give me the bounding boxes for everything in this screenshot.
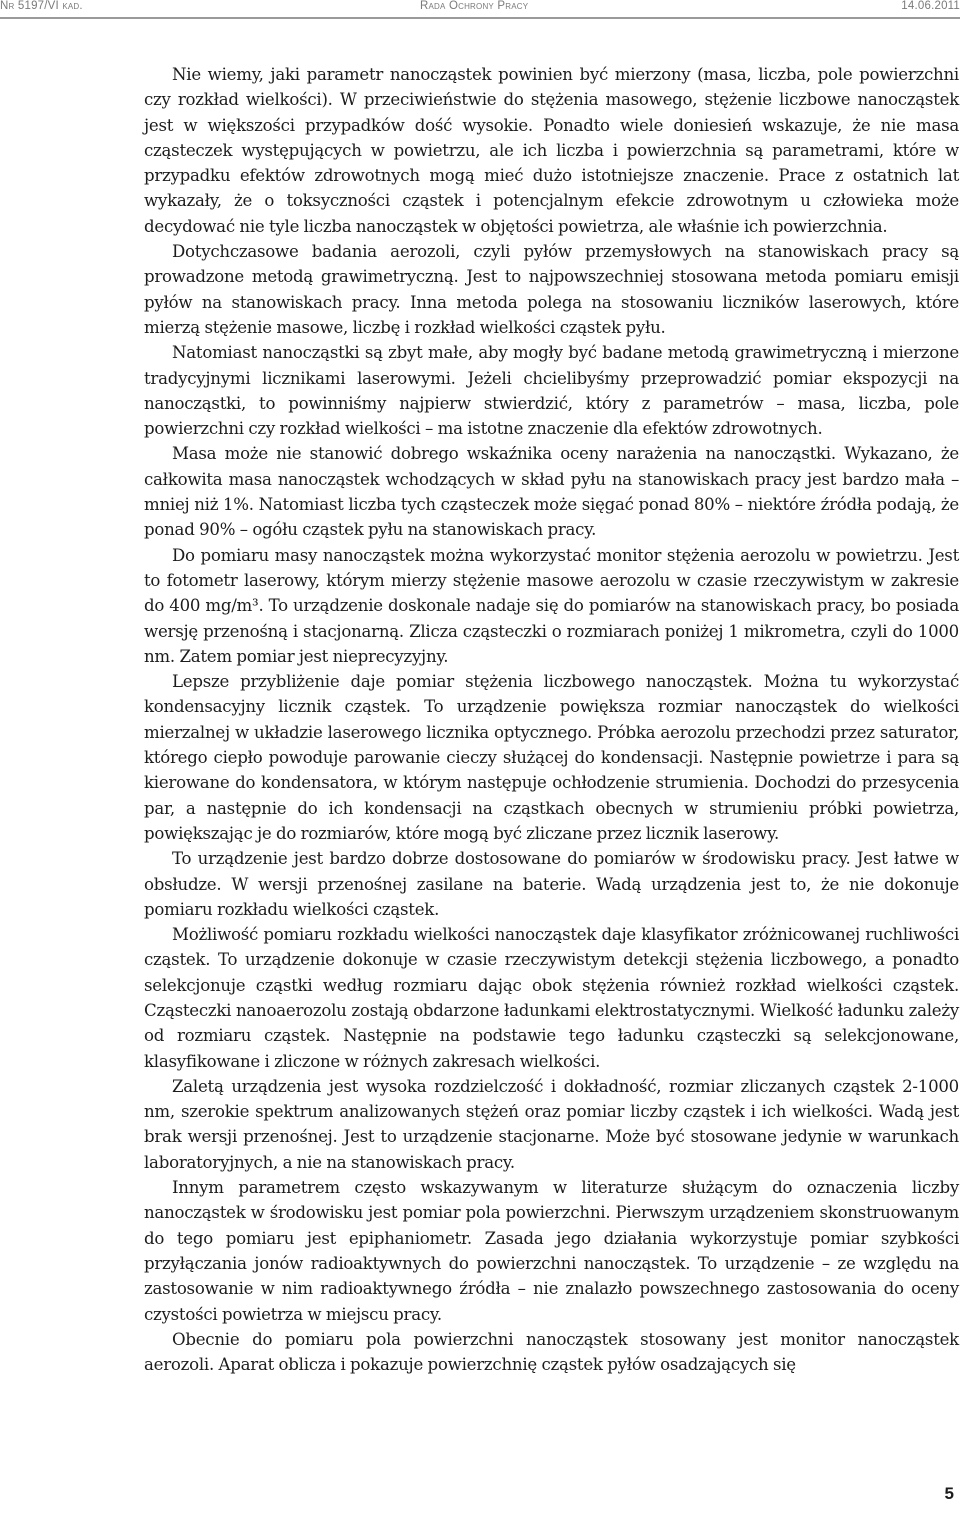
header-divider	[0, 17, 960, 19]
paragraph: Masa może nie stanowić dobrego wskaźnika oceny narażenia na nanocząstki. Wykazano, że całkowita masa nanocząstek wchodzących w skład pyłu na stanowiskach pracy jest bardzo mała – mniej niż 1%. Natomiast liczba tych cząsteczek może sięgać ponad 80% – niektóre źródła podają, że ponad 90% – ogółu cząstek pyłu na stanowiskach pracy.	[144, 444, 959, 540]
issue-date: 14.06.2011	[901, 0, 960, 12]
paragraph: To urządzenie jest bardzo dobrze dostosowane do pomiarów w środowisku pracy. Jest łatwe w obsłudze. W wersji przenośnej zasilane na baterie. Wadą urządzenia jest to, że nie dokonuje pomiaru rozkładu wielkości cząstek.	[144, 849, 959, 919]
paragraph: Obecnie do pomiaru pola powierzchni nanocząstek stosowany jest monitor nanocząstek aerozoli. Aparat oblicza i pokazuje powierzchnię cząstek pyłów osadzających się	[144, 1329, 959, 1375]
article-body	[144, 62, 959, 1377]
paragraph: Lepsze przybliżenie daje pomiar stężenia liczbowego nanocząstek. Można tu wykorzystać kondensacyjny licznik cząstek. To urządzenie powiększa rozmiar nanocząstek do wielkości mierzalnej w układzie laserowego licznika optycznego. Próbka aerozolu przechodzi przez saturator, którego ciepło powoduje parowanie cieczy służącej do kondensacji. Następnie powietrze i para są kierowane do kondensatora, w którym następuje ochłodzenie strumienia. Dochodzi do przesycenia par, a następnie do ich kondensacji na cząstkach obecnych w strumieniu próbki powietrza, powiększając je do rozmiarów, które mogą być zliczane przez licznik laserowy.	[144, 672, 959, 843]
paragraph: Natomiast nanocząstki są zbyt małe, aby mogły być badane metodą grawimetryczną i mierzone tradycyjnymi licznikami laserowymi. Jeżeli chcielibyśmy przeprowadzić pomiar ekspozycji na nanocząstki, to powinniśmy najpierw stwierdzić, który z parametrów – masa, liczba, pole powierzchni czy rozkład wielkości – ma istotne znaczenie dla efektów zdrowotnych.	[144, 343, 959, 439]
paragraph: Zaletą urządzenia jest wysoka rozdzielczość i dokładność, rozmiar zliczanych cząstek 2-1000 nm, szerokie spektrum analizowanych stężeń oraz pomiar liczby cząstek i ich wielkości. Wadą jest brak wersji przenośnej. Jest to urządzenie stacjonarne. Może być stosowane jedynie w warunkach laboratoryjnych, a nie na stanowiskach pracy.	[144, 1076, 959, 1172]
paragraph: Dotychczasowe badania aerozoli, czyli pyłów przemysłowych na stanowiskach pracy są prowadzone metodą grawimetryczną. Jest to najpowszechniej stosowana metoda pomiaru emisji pyłów na stanowiskach pracy. Inna metoda polega na stosowaniu liczników laserowych, które mierzą stężenie masowe, liczbę i rozkład wielkości cząstek pyłu.	[144, 242, 959, 337]
page-number: 5	[944, 1484, 954, 1503]
publication-name: Rada Ochrony Pracy	[420, 0, 529, 12]
paragraph: Innym parametrem często wskazywanym w literaturze służącym do oznaczenia liczby nanocząstek w środowisku jest pomiar pola powierzchni. Pierwszym urządzeniem skonstruowanym do tego pomiaru jest epiphaniometr. Zasada jego działania wykorzystuje pomiar szybkości przyłączania jonów radioaktywnych do powierzchni nanocząstek. To urządzenie – ze względu na zastosowanie w nim radioaktywnego źródła – nie znalazło powszechnego zastosowania do oceny czystości powietrza w miejscu pracy.	[144, 1178, 959, 1324]
paragraph: Możliwość pomiaru rozkładu wielkości nanocząstek daje klasyfikator zróżnicowanej ruchliwości cząstek. To urządzenie dokonuje w czasie rzeczywistym detekcji stężenia liczbowego, a ponadto selekcjonuje cząstki według rozmiaru dając obok stężenia również rozkład wielkości cząstek. Cząsteczki nanoaerozolu zostają obdarzone ładunkami elektrostatycznymi. Wielkość ładunku zależy od rozmiaru cząstek. Następnie na podstawie tego ładunku cząsteczki są selekcjonowane, klasyfikowane i zliczone w różnych zakresach wielkości.	[144, 925, 959, 1071]
issue-number: Nr 5197/VI kad.	[0, 0, 83, 12]
paragraph: Nie wiemy, jaki parametr nanocząstek powinien być mierzony (masa, liczba, pole powierzchni czy rozkład wielkości). W przeciwieństwie do stężenia masowego, stężenie liczbowe nanocząstek jest w większości przypadków dość wysokie. Ponadto wiele doniesień wskazuje, że nie masa cząsteczek występujących w powietrzu, ale ich liczba i powierzchnia są parametrami, które w przypadku efektów zdrowotnych mogą mieć dużo istotniejsze znaczenie. Prace z ostatnich lat wykazały, że o toksyczności cząstek i potencjalnym efekcie zdrowotnym u człowieka może decydować nie tyle liczba nanocząstek w objętości powietrza, ale właśnie ich powierzchnia.	[144, 65, 959, 236]
paragraph: Do pomiaru masy nanocząstek można wykorzystać monitor stężenia aerozolu w powietrzu. Jest to fotometr laserowy, którym mierzy stężenie masowe aerozolu w czasie rzeczywistym w zakresie do 400 mg/m³. To urządzenie doskonale nadaje się do pomiarów na stanowiskach pracy, bo posiada wersję przenośną i stacjonarną. Zlicza cząsteczki o rozmiarach poniżej 1 mikrometra, czyli do 1000 nm. Zatem pomiar jest nieprecyzyjny.	[144, 545, 959, 666]
running-header	[0, 0, 960, 16]
